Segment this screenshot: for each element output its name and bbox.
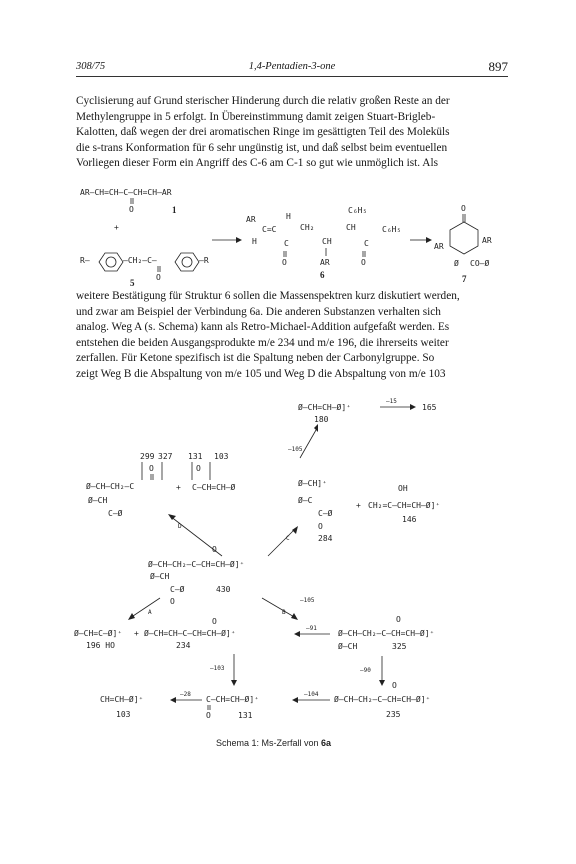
right-plus: + [356,501,361,510]
page-number: 897 [488,59,508,74]
c6-ch: CH [322,237,332,246]
path-c-arrow [268,528,296,556]
arrowhead-icon [410,404,416,410]
text-line: analog. Weg A (s. Schema) kann als Retro-Michael-Addition aufgefaßt werden. Es [76,321,450,334]
mass-299: 299 [140,452,155,461]
bottom-right-oxygen: O [392,681,397,690]
bottom-left-fragment: CH=CH–Ø]⁺ [100,695,144,704]
bottom-right-fragment: Ø–CH–CH₂–C–CH=CH–Ø]⁺ [334,695,431,704]
path-b-arrow [262,598,296,618]
c6-c2: C [364,239,369,248]
c6-ch2: CH₂ [300,223,315,232]
compound-label-6: 6 [320,270,325,280]
right-frag-oxygen: O [318,522,323,531]
text-line: entstehen die beiden Ausgangsprodukte m/e 234 und m/e 196, die ihrerseits weiter [76,336,449,349]
compound-1-oxygen: O [129,205,134,214]
text-line: Vorliegen dieser Form ein Angriff des C-6 am C-1 so gut wie unmöglich ist. Als [76,157,438,170]
mass-103: 103 [214,452,229,461]
path-label-b: B [282,609,286,616]
left-fragment-line3: C–Ø [108,509,123,518]
scheme-caption-compound: 6a [321,738,332,748]
compound-label-7: 7 [462,274,467,284]
compound-label-1: 1 [172,205,177,215]
loss-label-105: –105 [288,446,303,453]
center-ion-line3: C–Ø [170,585,185,594]
loss-label-90: –90 [360,667,371,674]
c6-ch2b: CH [346,223,356,232]
path-a-fragment: Ø–CH=C–Ø]⁺ [74,629,123,638]
left-fragment-line2: Ø–CH [88,496,108,505]
bottom-mid-oxygen: O [206,711,211,720]
compound-1-formula: AR–CH=CH–C–CH=CH–AR [80,188,172,197]
loss-label-103: –103 [210,665,225,672]
mass-284: 284 [318,534,333,543]
text-line: zerfallen. Für Ketone spezifisch ist die Spaltung neben der Carbonylgruppe. So [76,352,435,365]
c6-o1: O [282,258,287,267]
center-ion-line2: Ø–CH [150,572,170,581]
mass-131: 131 [188,452,203,461]
path-b-fragment-line1: Ø–CH–CH₂–C–CH=CH–Ø]⁺ [338,629,435,638]
arrowhead-icon [170,697,176,703]
c7-ar2: AR [482,236,492,245]
c6-c6h5-b: C₆H₅ [382,225,402,234]
mass-325: 325 [392,642,407,651]
left-fragment-2: C–CH=CH–Ø [192,483,236,492]
text-line: Methylengruppe in 5 erfolgt. In Übereinstimmung damit zeigen Stuart-Brigleb- [76,110,436,123]
mass-131-bottom: 131 [238,711,253,720]
mass-235: 235 [386,710,401,719]
arrowhead-icon [294,631,300,637]
left-frag-oxygen: O [149,464,154,473]
loss-label-105-b: –105 [300,597,315,604]
path-b-fragment-line2: Ø–CH [338,642,358,651]
text-line: und zwar am Beispiel der Verbindung 6a. Die anderen Substanzen verhalten sich [76,305,441,318]
c7-co: CO–Ø [470,259,490,268]
top-right-fragment: Ø–CH=CH–Ø]⁺ [298,403,351,412]
arrowhead-icon [379,680,385,686]
arrowhead-icon [231,680,237,686]
path-label-d: D [178,523,182,530]
path-b-oxygen: O [396,615,401,624]
bottom-mid-fragment: C–CH=CH–Ø]⁺ [206,695,259,704]
c6-o2: O [361,258,366,267]
arrowhead-icon [291,613,298,620]
left-fragment-line1: Ø–CH–CH₂–C [86,482,135,491]
loss-label-91: –91 [306,625,317,632]
c7-oxygen: O [461,204,466,213]
mass-234: 234 [176,641,191,650]
right-fragment-line3: C–Ø [318,509,333,518]
scheme-caption-prefix: Schema 1: Ms-Zerfall von [216,738,322,748]
header-left: 308/75 [76,61,106,72]
c6-c6h5-a: C₆H₅ [348,206,368,215]
arrowhead-icon [168,514,176,520]
text-line: zeigt Weg B die Abspaltung von m/e 105 und Weg D die Abspaltung von m/e 103 [76,367,446,380]
loss-label-28: –28 [180,691,191,698]
loss-arrow [300,430,316,458]
compound-5-r-left: R– [80,256,90,265]
left-plus: + [176,483,181,492]
text-line: die s-trans Konformation für 6 sehr ungünstig ist, und daß selbst beim eventuellen [76,141,448,154]
plus-sign: + [114,223,119,232]
compound-5-r-right: –R [199,256,209,265]
center-ion-line1: Ø–CH–CH₂–C–CH=CH–Ø]⁺ [148,560,245,569]
mass-180: 180 [314,415,329,424]
text-line: Kalotten, daß wegen der drei aromatischen Ringe im gesättigten Teil des Moleküls [76,126,450,139]
text-line: Cyclisierung auf Grund sterischer Hinderung durch die relativ großen Reste an der [76,95,450,107]
mass-103-bottom: 103 [116,710,131,719]
loss-label-104: –104 [304,691,319,698]
left-frag2-oxygen: O [196,464,201,473]
c7-phi: Ø [454,259,459,268]
mass-327: 327 [158,452,173,461]
center-ion-oxygen: O [170,597,175,606]
right-fragment-2: CH₂=C–CH=CH–Ø]⁺ [368,501,441,510]
compound-5-oxygen: O [156,273,161,282]
path-label-a: A [148,609,152,616]
right-fragment-line1: Ø–CH]⁺ [298,479,327,488]
center-oxygen: O [212,545,217,554]
right-fragment-line2: Ø–C [298,496,313,505]
path-label-c: C [286,535,290,542]
text-line: weitere Bestätigung für Struktur 6 sollen die Massenspektren kurz diskutiert werden, [76,290,460,302]
mass-430: 430 [216,585,231,594]
header-title: 1,4-Pentadien-3-one [248,61,336,72]
path-a-frag2-oxygen: O [212,617,217,626]
c6-ar2: AR [320,258,330,267]
arrowhead-icon [292,526,298,534]
compound-label-5: 5 [130,278,135,288]
mass-165: 165 [422,403,437,412]
arrowhead-icon [292,697,298,703]
c6-h1: H [286,212,291,221]
path-a-mass: 196 HO [86,641,115,650]
path-a-plus: + [134,629,139,638]
scheme-caption [216,738,332,748]
c7-ar1: AR [434,242,444,251]
mass-146: 146 [402,515,417,524]
c6-ar1: AR [246,215,256,224]
c6-c1: C [284,239,289,248]
compound-5-bridge: –CH₂–C– [123,256,157,265]
arrowhead-icon [128,613,135,620]
c6-h2: H [252,237,257,246]
c6-cc: C=C [262,225,277,234]
path-a-fragment-2: Ø–CH=CH–C–CH=CH–Ø]⁺ [144,629,236,638]
right-frag2-oh: OH [398,484,408,493]
loss-label: –15 [386,398,397,405]
path-a-arrow [130,598,160,618]
